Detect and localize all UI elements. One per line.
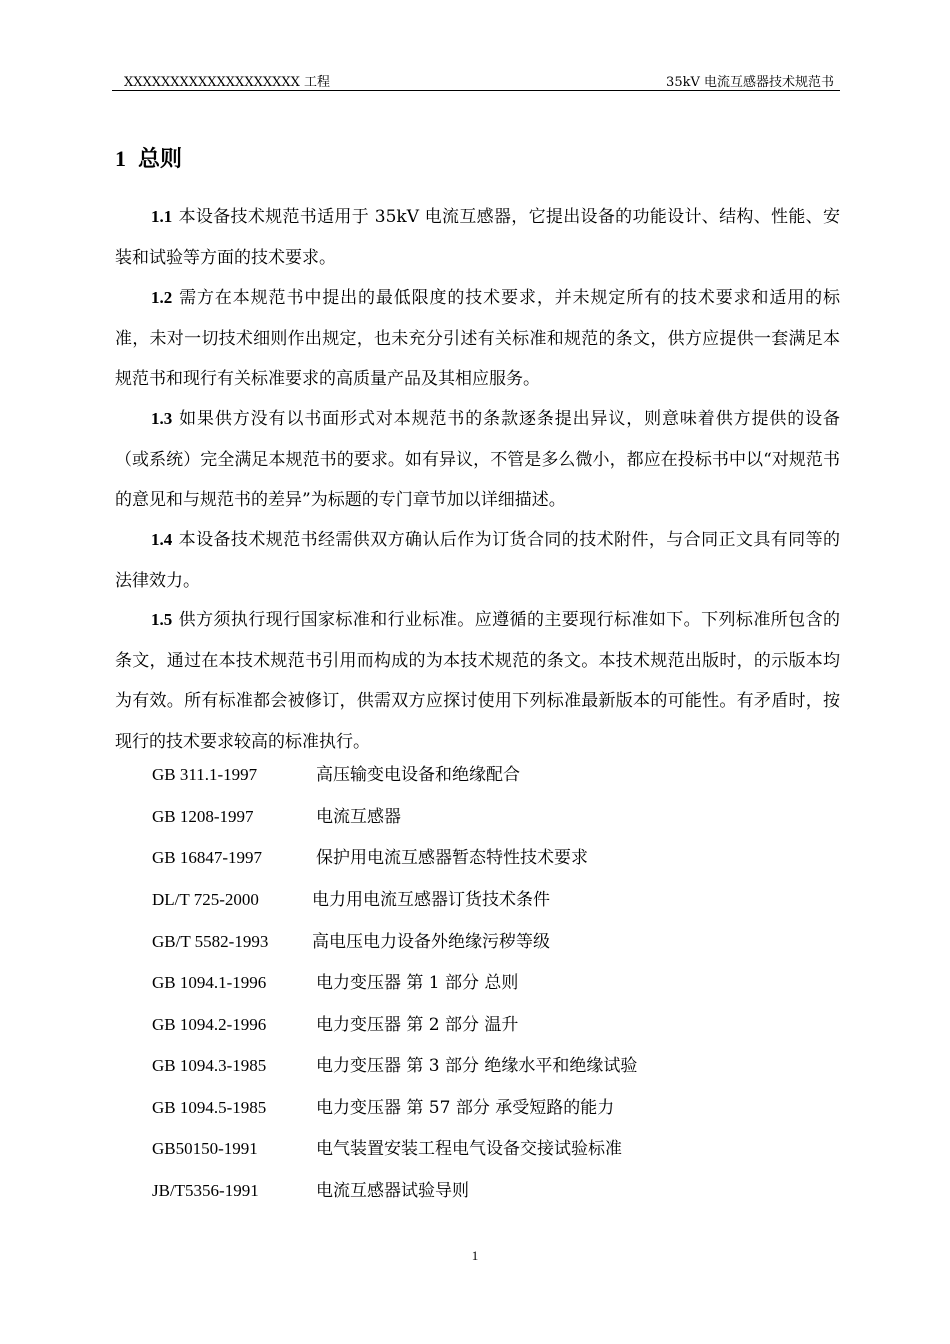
- clause-text: 本设备技术规范书适用于 35kV 电流互感器，它提出设备的功能设计、结构、性能、安装和试验等方面的技术要求。: [115, 207, 840, 268]
- clause-text: 本设备技术规范书经需供双方确认后作为订货合同的技术附件，与合同正文具有同等的法律效力。: [115, 530, 840, 591]
- section-title: 总则: [138, 147, 183, 172]
- standard-code: GB 1094.3-1985: [152, 1056, 267, 1075]
- standard-title: 电力变压器 第 3 部分 绝缘水平和绝缘试验: [316, 1056, 638, 1076]
- section-heading: [115, 142, 182, 173]
- standard-code: GB 1094.5-1985: [152, 1098, 267, 1117]
- standard-code: GB 1208-1997: [152, 807, 254, 826]
- clause-1-2: [115, 278, 840, 400]
- header-project-name: XXXXXXXXXXXXXXXXXXX 工程: [124, 75, 330, 90]
- standard-title: 电流互感器: [316, 807, 401, 827]
- standard-title: 电气装置安装工程电气设备交接试验标准: [316, 1139, 622, 1159]
- standard-code: GB 311.1-1997: [152, 765, 258, 784]
- standard-title: 电力变压器 第 57 部分 承受短路的能力: [316, 1098, 615, 1118]
- standard-title: 高压输变电设备和绝缘配合: [316, 765, 520, 785]
- clause-text: 需方在本规范书中提出的最低限度的技术要求，并未规定所有的技术要求和适用的标准，未对一切技术细则作出规定，也未充分引述有关标准和规范的条文，供方应提供一套满足本规范书和现行有关标准要求的高质量产品及其相应服务。: [115, 288, 840, 389]
- page-number: 1: [471, 1248, 479, 1263]
- clause-1-1: [115, 197, 840, 278]
- clause-number: 1.2: [151, 288, 173, 307]
- clause-number: 1.1: [151, 207, 173, 226]
- standard-code: JB/T5356-1991: [152, 1181, 259, 1200]
- clause-number: 1.3: [151, 409, 173, 428]
- clause-number: 1.4: [151, 530, 173, 549]
- clause-text: 供方须执行现行国家标准和行业标准。应遵循的主要现行标准如下。下列标准所包含的条文，通过在本技术规范书引用而构成的为本技术规范的条文。本技术规范出版时，的示版本均为有效。所有标准都会被修订，供需双方应探讨使用下列标准最新版本的可能性。有矛盾时，按现行的技术要求较高的标准执行。: [115, 610, 840, 752]
- page-header: [112, 70, 840, 91]
- clause-1-5: [115, 600, 840, 762]
- standard-code: GB 1094.2-1996: [152, 1015, 267, 1034]
- standard-code: GB 1094.1-1996: [152, 973, 267, 992]
- standard-title: 电力用电流互感器订货技术条件: [312, 890, 550, 910]
- header-document-title: 35kV 电流互感器技术规范书: [666, 75, 834, 90]
- standard-code: DL/T 725-2000: [152, 890, 259, 909]
- clause-number: 1.5: [151, 610, 173, 629]
- section-number: 1: [115, 146, 126, 171]
- standard-title: 保护用电流互感器暂态特性技术要求: [316, 848, 588, 868]
- standard-title: 电力变压器 第 1 部分 总则: [316, 973, 519, 993]
- standard-code: GB/T 5582-1993: [152, 932, 269, 951]
- standard-title: 电力变压器 第 2 部分 温升: [316, 1015, 519, 1035]
- standard-code: GB 16847-1997: [152, 848, 263, 867]
- clause-1-3: [115, 399, 840, 521]
- clause-1-4: [115, 520, 840, 601]
- standard-title: 高电压电力设备外绝缘污秽等级: [312, 932, 550, 952]
- standard-title: 电流互感器试验导则: [316, 1181, 469, 1201]
- clause-text: 如果供方没有以书面形式对本规范书的条款逐条提出异议，则意味着供方提供的设备（或系统）完全满足本规范书的要求。如有异议，不管是多么微小，都应在投标书中以“对规范书的意见和与规范书的差异”为标题的专门章节加以详细描述。: [115, 409, 840, 510]
- standard-code: GB50150-1991: [152, 1139, 258, 1158]
